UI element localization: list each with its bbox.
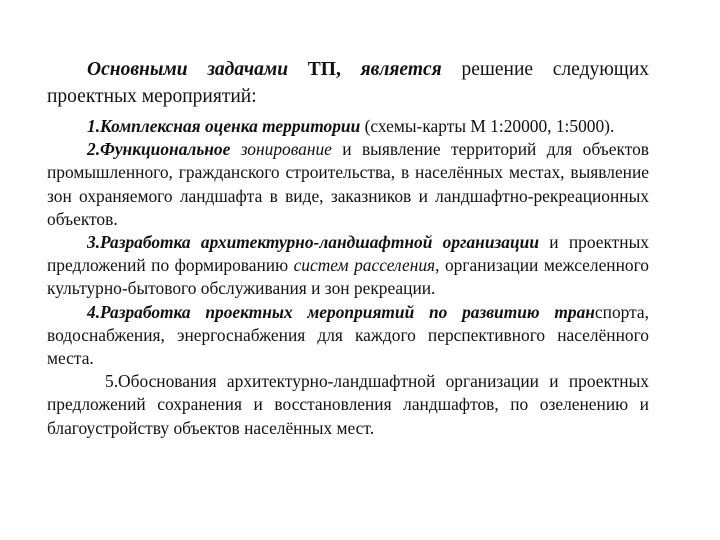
- item-3-heading: 3.Разработка: [87, 232, 191, 253]
- item-3: [47, 231, 649, 301]
- intro-verb: является: [360, 59, 442, 80]
- item-3-heading-emphasis: архитектурно-ландшафтной организации: [200, 232, 539, 253]
- item-2-heading-italic: зонирование: [240, 139, 332, 160]
- item-4-heading: 4.Разработка проектных мероприятий по развитию: [87, 301, 540, 322]
- item-4-heading-tail: тран: [554, 301, 595, 322]
- item-4: [47, 301, 649, 371]
- intro-rest: решение следующих проектных мероприятий:: [47, 59, 650, 107]
- item-2-heading: 2.Функциональное: [87, 139, 231, 160]
- item-1-heading: 1.Комплексная оценка территории: [87, 116, 361, 136]
- item-3-text-1: и проектных предложений по формированию: [47, 232, 649, 276]
- item-3-text-italic: систем расселения: [293, 255, 436, 276]
- intro-abbr: ТП,: [307, 59, 341, 80]
- item-5-text: 5.Обоснования архитектурно-ландшафтной организации и проектных предложений сохранения и восстановления ландшафтов, по озеленению и благоустройству объектов населённых мест.: [47, 371, 649, 438]
- item-3-text-2: , организации межселенного культурно-бытового обслуживания и зон рекреации.: [47, 255, 649, 299]
- text-body: [47, 56, 649, 440]
- item-1-text: (схемы-карты М 1:20000, 1:5000).: [364, 116, 615, 136]
- item-5: [47, 370, 649, 440]
- intro-paragraph: [47, 56, 649, 110]
- item-2-text: и выявление территорий для объектов промышленного, гражданского строительства, в населённых местах, выявление зон охраняемого ландшафта в виде, заказников и ландшафтно-рекреационных объектов.: [47, 139, 649, 229]
- intro-lead: Основными задачами: [87, 59, 289, 80]
- item-4-text: спорта, водоснабжения, энергоснабжения для каждого перспективного населённого места.: [47, 301, 649, 369]
- item-1: [47, 115, 649, 138]
- item-2: [47, 138, 649, 231]
